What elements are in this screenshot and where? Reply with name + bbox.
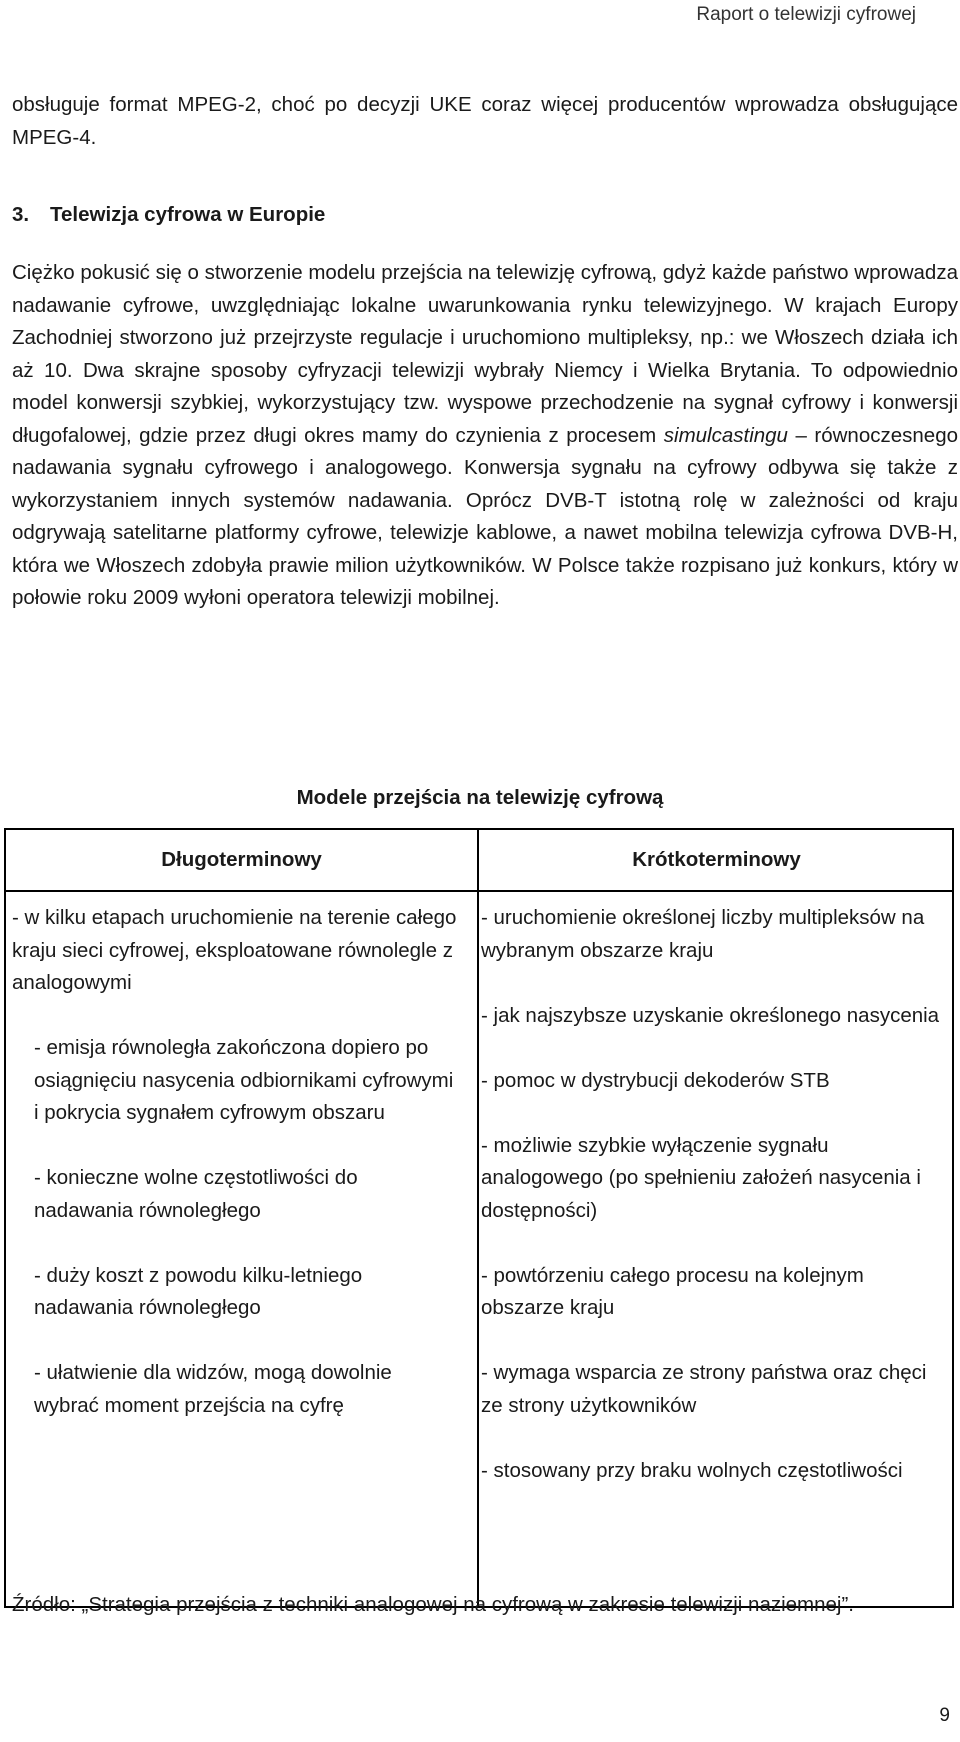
- body-paragraph: [12, 257, 958, 615]
- intro-paragraph: obsługuje format MPEG-2, choć po decyzji UKE coraz więcej producentów wprowadza obsługujące MPEG-4.: [12, 93, 958, 149]
- section-heading: [12, 203, 325, 227]
- page-number: 9: [939, 1705, 950, 1726]
- long-term-header: Długoterminowy: [161, 848, 322, 871]
- source-note: Źródło: „Strategia przejścia z techniki analogowej na cyfrową w zakresie telewizji naziemnej”.: [12, 1593, 855, 1616]
- short-term-item: - powtórzeniu całego procesu na kolejnym obszarze kraju: [481, 1263, 864, 1319]
- long-term-item: - ułatwienie dla widzów, mogą dowolnie wybrać moment przejścia na cyfrę: [34, 1361, 392, 1417]
- long-term-item: - w kilku etapach uruchomienie na terenie całego kraju sieci cyfrowej, eksploatowane równolegle z analogowymi: [12, 906, 457, 994]
- short-term-item: - jak najszybsze uzyskanie określonego nasycenia: [481, 1003, 940, 1027]
- long-term-column: [12, 902, 462, 1455]
- paragraph-text-end: – równoczesnego nadawania sygnału cyfrowego i analogowego. Konwersja sygnału na cyfrowy odbywa się także z wykorzystaniem innych systemów nadawania. Oprócz DVB-T istotną rolę w zależności od kraju odgrywają satelitarne platformy cyfrowe, telewizje kablowe, a nawet mobilna telewizja cyfrowa DVB-H, która we Włoszech zdobyła prawie milion użytkowników. W Polsce także rozpisano już konkurs, który w połowie roku 2009 wyłoni operatora telewizji mobilnej.: [12, 423, 958, 609]
- paragraph-italic-term: simulcastingu: [663, 423, 788, 447]
- short-term-item: - pomoc w dystrybucji dekoderów STB: [481, 1068, 830, 1092]
- section-number: 3.: [12, 203, 30, 226]
- long-term-item: - duży koszt z powodu kilku-letniego nadawania równoległego: [34, 1263, 363, 1319]
- short-term-header: Krótkoterminowy: [632, 848, 801, 871]
- long-term-item: - konieczne wolne częstotliwości do nadawania równoległego: [34, 1166, 358, 1222]
- paragraph-text-start: Ciężko pokusić się o stworzenie modelu przejścia na telewizję cyfrową, gdyż każde państwo wprowadza nadawanie cyfrowe, uwzględniając lokalne uwarunkowania rynku telewizyjnego. W krajach Europy Zachodniej stworzono już przejrzyste regulacje i uruchomiono multipleksy, np.: we Włoszech działa ich aż 10. Dwa skrajne sposoby cyfryzacji telewizji wybrały Niemcy i Wielka Brytania. To odpowiednio model konwersji szybkiej, wykorzystujący tzw. wyspowe przechodzenie na sygnał cyfrowy i konwersji długofalowej, gdzie przez długi okres mamy do czynienia z procesem: [12, 261, 958, 447]
- long-term-item: - emisja równoległa zakończona dopiero po osiągnięciu nasycenia odbiornikami cyfrowymi i pokrycia sygnałem cyfrowym obszaru: [34, 1036, 454, 1124]
- short-term-item: - wymaga wsparcia ze strony państwa oraz chęci ze strony użytkowników: [481, 1361, 927, 1417]
- section-title: Telewizja cyfrowa w Europie: [50, 203, 326, 226]
- column-divider: [477, 830, 479, 1606]
- running-header: Raport o telewizji cyfrowej: [696, 4, 916, 25]
- header-divider: [6, 890, 952, 892]
- short-term-item: - stosowany przy braku wolnych częstotliwości: [481, 1458, 903, 1482]
- short-term-item: - uruchomienie określonej liczby multipleksów na wybranym obszarze kraju: [481, 906, 925, 962]
- models-table: [4, 828, 954, 1608]
- table-title: Modele przejścia na telewizję cyfrową: [296, 786, 664, 809]
- short-term-item: - możliwie szybkie wyłączenie sygnału analogowego (po spełnieniu założeń nasycenia i dostępności): [481, 1133, 921, 1222]
- short-term-column: [481, 902, 941, 1520]
